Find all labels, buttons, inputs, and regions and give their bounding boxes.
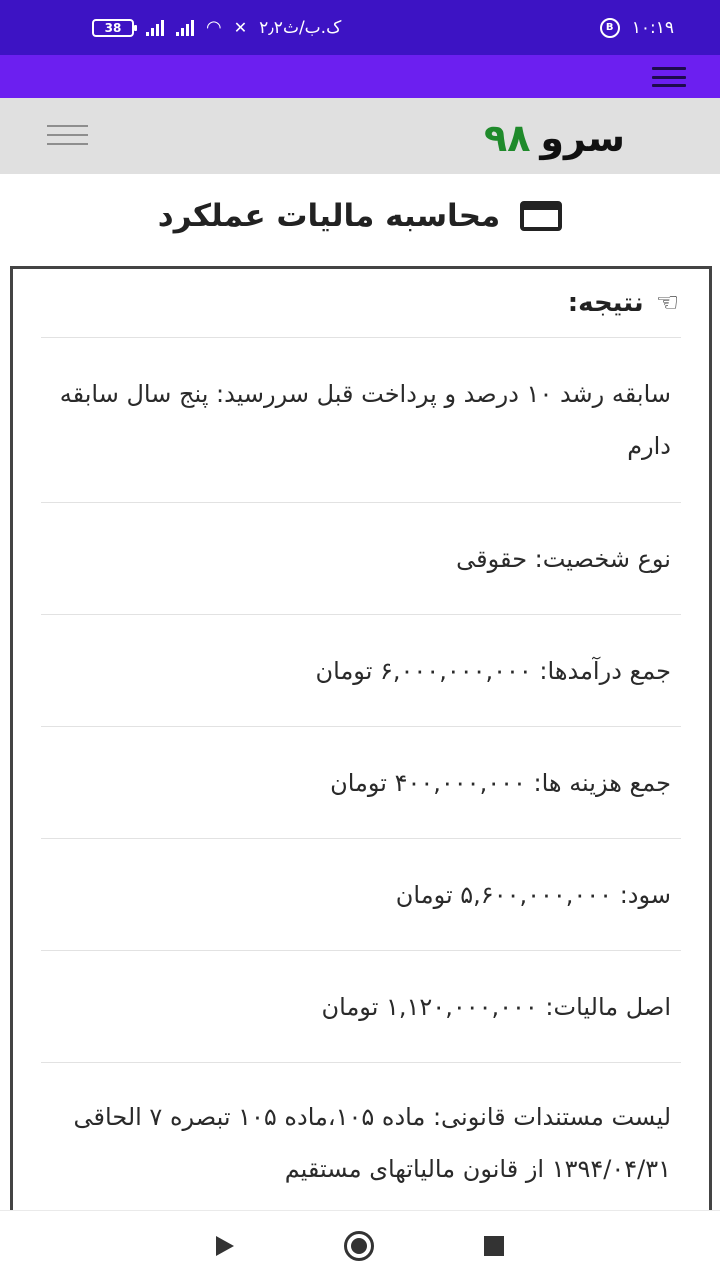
logo-word: سرو: [540, 116, 626, 160]
pointing-hand-icon: ☜: [655, 288, 679, 318]
recents-icon[interactable]: [484, 1236, 504, 1256]
site-menu-icon[interactable]: [47, 125, 88, 145]
result-header: [13, 269, 709, 337]
status-right: [600, 18, 674, 38]
result-item-entity-type: نوع شخصیت: حقوقی: [456, 544, 671, 573]
notification-b-icon: B: [600, 18, 620, 38]
result-item-profit: سود: ۵,۶۰۰,۰۰۰,۰۰۰ تومان: [395, 880, 671, 909]
home-icon[interactable]: [344, 1231, 374, 1261]
result-item-base-tax: اصل مالیات: ۱,۱۲۰,۰۰۰,۰۰۰ تومان: [321, 992, 671, 1021]
window-icon: [520, 201, 562, 231]
status-bar: [0, 0, 720, 55]
system-nav-bar: [0, 1210, 720, 1280]
result-title: نتیجه:: [567, 288, 644, 318]
result-item-total-income: جمع درآمدها: ۶,۰۰۰,۰۰۰,۰۰۰ تومان: [315, 656, 671, 685]
site-header: [0, 98, 720, 174]
result-item-total-expenses: جمع هزینه ها: ۴۰۰,۰۰۰,۰۰۰ تومان: [330, 768, 671, 797]
network-speed: ۲٫۲ک.ب/ث: [259, 17, 342, 38]
battery-icon: 38: [92, 19, 134, 37]
signal-icon: [146, 20, 164, 36]
page-title: محاسبه مالیات عملکرد: [157, 198, 501, 234]
status-time: ۱۰:۱۹: [631, 17, 674, 38]
back-icon[interactable]: [216, 1236, 234, 1256]
app-bar: [0, 55, 720, 98]
logo[interactable]: [484, 114, 625, 162]
status-left: [92, 17, 341, 38]
page-title-row: [0, 188, 720, 244]
result-card: [10, 266, 712, 1226]
wifi-icon: ◠: [206, 17, 222, 38]
result-item-legal-docs: لیست مستندات قانونی: ماده ۱۰۵،ماده ۱۰۵ تبصره ۷ الحاقی ۱۳۹۴/۰۴/۳۱ از قانون مالیاتهای مستقیم: [73, 1103, 671, 1183]
signal-icon-2: [176, 20, 194, 36]
mute-icon: ✕: [233, 18, 248, 37]
app-menu-icon[interactable]: [652, 67, 686, 87]
logo-number: ۹۸: [484, 116, 531, 160]
result-item-growth-history: سابقه رشد ۱۰ درصد و پرداخت قبل سررسید: پنج سال سابقه دارم: [59, 380, 671, 460]
